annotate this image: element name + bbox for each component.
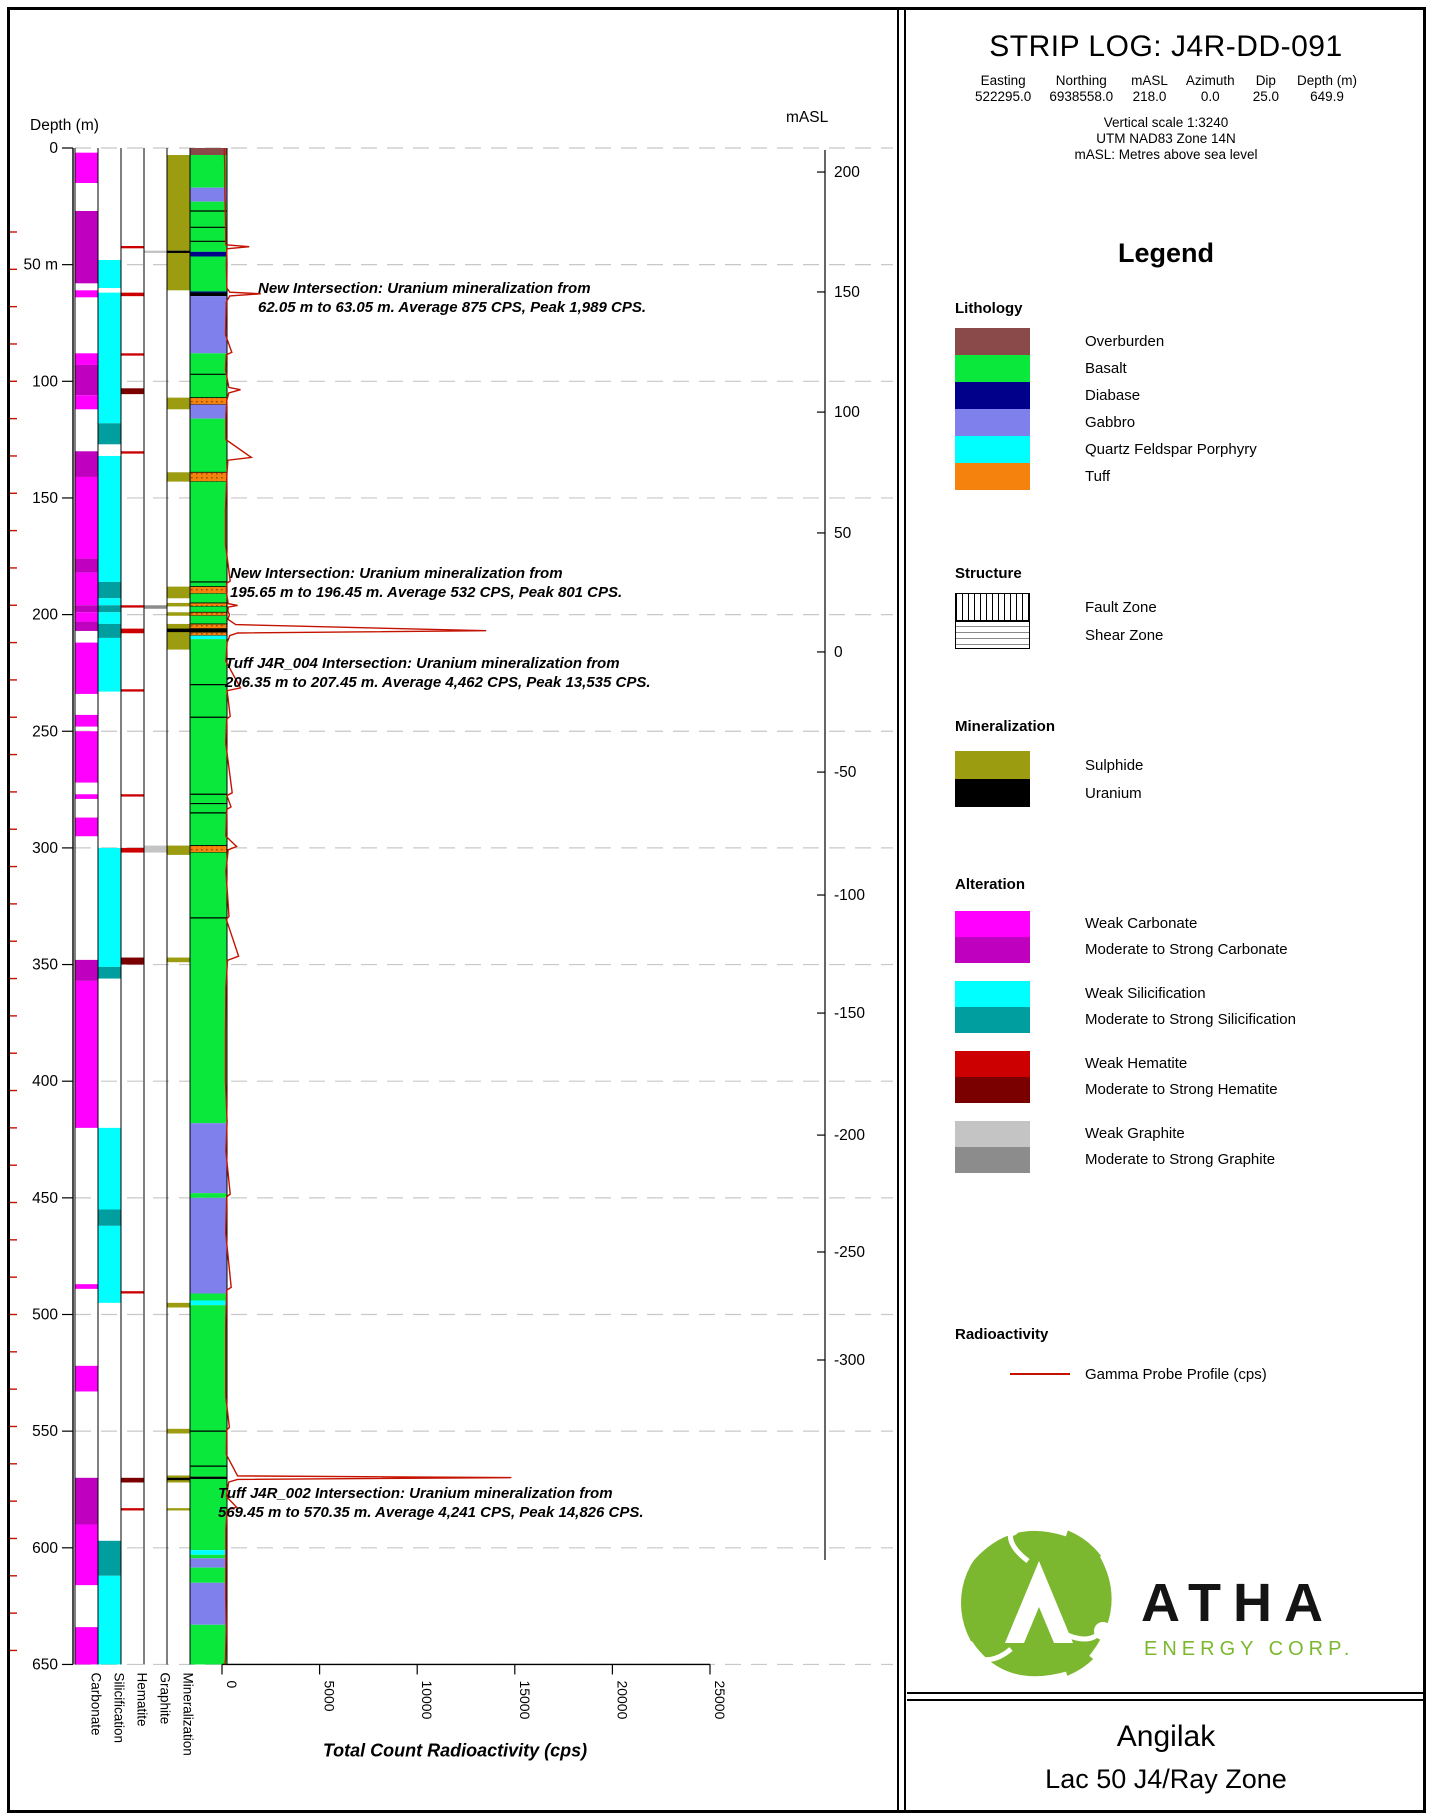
lithology-interval-gabbro [190, 1558, 227, 1567]
gamma-axis-title: Total Count Radioactivity (cps) [322, 1740, 588, 1761]
legend-section-alteration [955, 876, 1296, 1173]
legend-item-label: Moderate to Strong Carbonate [1085, 941, 1288, 958]
graphite-swatch [955, 1121, 1030, 1173]
carbonate-interval [75, 981, 98, 1128]
collar-field [975, 73, 1031, 105]
intersection-annotation: 195.65 m to 196.45 m. Average 532 CPS, Peak 801 CPS. [230, 584, 623, 601]
sulphide-swatch [955, 751, 1030, 779]
depth-tick-label: 350 [32, 956, 58, 974]
legend-item [955, 328, 1257, 355]
page-title: STRIP LOG: J4R-DD-091 [989, 30, 1343, 63]
lithology-interval-basalt [190, 853, 227, 1124]
intersection-annotation: New Intersection: Uranium mineralization from [258, 280, 591, 297]
uranium-swatch [955, 779, 1030, 807]
alteration-labels [1085, 1121, 1275, 1173]
note-datum: UTM NAD83 Zone 14N [1096, 131, 1236, 146]
field-label: Northing [1055, 73, 1107, 88]
legend-item [955, 409, 1257, 436]
gamma-tick-label: 10000 [419, 1680, 436, 1720]
intersection-annotation: New Intersection: Uranium mineralization from [230, 565, 563, 582]
masl-tick-label: 100 [834, 404, 860, 422]
field-value: 6938558.0 [1049, 89, 1114, 104]
sulphide-interval [167, 1429, 190, 1434]
strong-silicification-swatch [955, 1007, 1030, 1033]
graphite-interval [144, 846, 167, 853]
note-masl: mASL: Metres above sea level [1074, 147, 1258, 162]
field-value: 218.0 [1132, 89, 1167, 104]
carbonate-interval [75, 573, 98, 606]
intersection-annotation: 206.35 m to 207.45 m. Average 4,462 CPS, Peak 13,535 CPS. [225, 674, 651, 691]
depth-tick-label: 150 [32, 489, 58, 507]
depth-tick-label: 450 [32, 1189, 58, 1207]
silicification-interval [98, 260, 121, 288]
lithology-interval-basalt [190, 1305, 227, 1476]
alteration-labels [1085, 981, 1296, 1033]
gamma-probe-profile [224, 148, 511, 1665]
legend-item [955, 751, 1143, 779]
depth-tick-label: 650 [32, 1656, 58, 1674]
silicification-interval [98, 582, 121, 598]
silicification-interval [98, 598, 121, 605]
tuff-stipple-overlay [190, 603, 227, 606]
masl-axis-title: mASL [786, 109, 829, 126]
tuff-stipple-overlay [190, 846, 227, 853]
qfp-swatch [955, 436, 1030, 463]
carbonate-interval [75, 1284, 98, 1289]
graphite-interval [144, 251, 167, 253]
lithology-interval-basalt [190, 353, 227, 397]
sulphide-interval [167, 155, 190, 251]
legend-item-label: Tuff [1085, 468, 1111, 485]
lithology-interval-overburden [190, 148, 227, 155]
carbonate-interval [75, 211, 98, 283]
weak-hematite-swatch [955, 1051, 1030, 1077]
field-label: Depth (m) [1296, 73, 1357, 88]
carbonate-interval [75, 622, 98, 631]
strip-column-label: Hematite [134, 1672, 150, 1727]
collar-field [1049, 73, 1113, 105]
legend-section-lithology [955, 300, 1257, 490]
tuff-stipple-overlay [190, 612, 227, 615]
legend-item-label: Moderate to Strong Graphite [1085, 1151, 1276, 1168]
section-heading: Radioactivity [955, 1326, 1049, 1343]
depth-tick-label: 0 [49, 140, 58, 157]
carbonate-interval [75, 643, 98, 694]
carbonate-interval [75, 290, 98, 297]
legend-section-radioactivity [955, 1326, 1267, 1385]
gabbro-swatch [955, 409, 1030, 436]
field-value: 25.0 [1252, 89, 1279, 104]
carbonate-interval [75, 818, 98, 837]
masl-tick-label: -50 [834, 764, 857, 782]
legend-item-label: Uranium [1085, 784, 1142, 802]
silicification-interval [98, 967, 121, 979]
gamma-tick-label: 15000 [516, 1680, 533, 1720]
lithology-interval-gabbro [190, 1123, 227, 1193]
carbonate-interval [75, 559, 98, 573]
strip-column-label: Carbonate [88, 1672, 104, 1736]
hematite-interval [121, 689, 144, 691]
lithology-interval-basalt [190, 256, 227, 291]
collar-field [1131, 73, 1168, 105]
tuff-stipple-overlay [190, 632, 227, 635]
sulphide-interval [167, 958, 190, 963]
masl-tick-label: -100 [834, 887, 866, 905]
field-label: Dip [1255, 73, 1276, 88]
masl-tick-label: -150 [834, 1005, 866, 1023]
silicification-interval [98, 456, 121, 582]
note-scale: Vertical scale 1:3240 [1103, 115, 1229, 130]
intersection-annotation: 62.05 m to 63.05 m. Average 875 CPS, Peak 1,989 CPS. [258, 299, 647, 316]
legend-item [955, 593, 1163, 621]
masl-tick-label: -300 [834, 1351, 866, 1369]
masl-tick-label: 50 [834, 524, 852, 542]
carbonate-interval [75, 605, 98, 612]
hematite-interval [121, 246, 144, 248]
field-value: 0.0 [1200, 89, 1220, 104]
lithology-interval-basalt [190, 606, 227, 612]
carbonate-interval [75, 365, 98, 395]
hematite-swatch [955, 1051, 1030, 1103]
carbonate-interval [75, 153, 98, 183]
lithology-interval-uranium [190, 629, 227, 632]
masl-tick-label: -250 [834, 1243, 866, 1261]
tuff-swatch [955, 463, 1030, 490]
field-value: 649.9 [1310, 89, 1344, 104]
legend-item [955, 355, 1257, 382]
hematite-interval [121, 1478, 144, 1483]
company-logo [907, 1503, 1425, 1688]
legend-item-label: Weak Graphite [1085, 1125, 1185, 1142]
lithology-interval-uranium [190, 293, 227, 296]
gamma-tick-label: 0 [224, 1680, 240, 1689]
hematite-interval [121, 1291, 144, 1293]
silicification-interval [98, 848, 121, 967]
legend-item-label: Quartz Feldspar Porphyry [1085, 441, 1257, 458]
graphite-interval [144, 605, 167, 608]
sulphide-interval [167, 603, 190, 606]
section-heading: Structure [955, 565, 1022, 582]
legend-item-label: Gamma Probe Profile (cps) [1085, 1365, 1267, 1383]
silicification-interval [98, 1128, 121, 1210]
legend-item-label: Weak Carbonate [1085, 915, 1198, 932]
lithology-interval-gabbro [190, 1583, 227, 1625]
footer-divider-line [907, 1692, 1425, 1694]
legend-item-label: Weak Silicification [1085, 985, 1206, 1002]
lithology-interval-diabase [190, 252, 227, 257]
carbonate-interval [75, 715, 98, 727]
sulphide-interval [167, 612, 190, 615]
silicification-interval [98, 1576, 121, 1665]
uranium-interval [167, 1478, 190, 1480]
alteration-labels [1085, 911, 1288, 963]
carbonate-interval [75, 451, 98, 477]
lithology-interval-basalt [190, 1294, 227, 1301]
silicification-interval [98, 638, 121, 692]
gamma-tick-label: 5000 [321, 1680, 338, 1712]
gamma-line-swatch [1010, 1373, 1070, 1375]
logo-swirl-icon [961, 1518, 1117, 1681]
lithology-interval-basalt [190, 155, 227, 188]
tuff-stipple-overlay [190, 624, 227, 629]
logo-wordmark: ATHA [1141, 1573, 1335, 1633]
carbonate-interval [75, 477, 98, 559]
gamma-tick-label: 25000 [712, 1680, 728, 1720]
strong-graphite-swatch [955, 1147, 1030, 1173]
sulphide-interval [167, 846, 190, 855]
sulphide-interval [167, 1303, 190, 1308]
field-label: mASL [1131, 73, 1168, 88]
lithology-interval-gabbro [190, 188, 227, 202]
masl-tick-label: 200 [834, 164, 860, 182]
legend-item-label: Fault Zone [1085, 598, 1157, 616]
depth-tick-label: 550 [32, 1423, 58, 1441]
lithology-interval-basalt [190, 616, 227, 624]
map-notes [907, 115, 1425, 163]
legend-item-label: Overburden [1085, 333, 1165, 350]
collar-fields [907, 73, 1425, 105]
alteration-group-silicification [955, 981, 1296, 1033]
atha-logo-icon [907, 1503, 1425, 1688]
panel-divider-line [897, 8, 899, 1812]
carbonate-interval [75, 960, 98, 981]
footer-divider-line [907, 1699, 1425, 1701]
masl-tick-label: 0 [834, 643, 843, 661]
legend-item-label: Moderate to Strong Hematite [1085, 1081, 1278, 1098]
carbonate-interval [75, 794, 98, 799]
strong-hematite-swatch [955, 1077, 1030, 1103]
legend-item-label: Weak Hematite [1085, 1055, 1188, 1072]
silicification-swatch [955, 981, 1030, 1033]
legend-section-mineralization [955, 718, 1143, 807]
tuff-stipple-overlay [190, 472, 227, 481]
depth-tick-label: 400 [32, 1073, 58, 1091]
lithology-interval-qfp [190, 636, 227, 639]
legend-section-structure [955, 565, 1163, 649]
depth-tick-label: 500 [32, 1306, 58, 1324]
legend-item [955, 1363, 1267, 1385]
silicification-interval [98, 423, 121, 444]
collar-field [1297, 73, 1357, 105]
silicification-interval [98, 1210, 121, 1226]
collar-field [1253, 73, 1279, 105]
uranium-interval [167, 251, 190, 253]
weak-silicification-swatch [955, 981, 1030, 1007]
alteration-labels [1085, 1051, 1278, 1103]
lithology-interval-basalt [190, 594, 227, 603]
intersection-annotation: 569.45 m to 570.35 m. Average 4,241 CPS, Peak 14,826 CPS. [218, 1504, 644, 1521]
silicification-interval [98, 1226, 121, 1303]
hematite-interval [121, 794, 144, 796]
strip-column-label: Graphite [157, 1672, 173, 1725]
lithology-interval-gabbro [190, 1198, 227, 1294]
legend-heading: Legend [1117, 238, 1214, 268]
tuff-stipple-overlay [190, 587, 227, 594]
uranium-interval [167, 629, 190, 632]
sulphide-interval [167, 1508, 190, 1510]
alteration-group-graphite [955, 1121, 1296, 1173]
legend-item [955, 621, 1163, 649]
field-value: 522295.0 [975, 89, 1032, 104]
legend-item [955, 436, 1257, 463]
fault-zone-swatch [955, 593, 1030, 621]
silicification-interval [98, 605, 121, 612]
silicification-interval [98, 612, 121, 624]
lithology-interval-basalt [190, 639, 227, 845]
hematite-interval [121, 388, 144, 394]
lithology-interval-qfp [190, 1550, 227, 1555]
hematite-interval [121, 958, 144, 965]
section-heading: Lithology [955, 300, 1023, 317]
section-heading: Alteration [955, 876, 1026, 893]
carbonate-interval [75, 1366, 98, 1392]
lithology-interval-gabbro [190, 296, 227, 353]
masl-tick-label: -200 [834, 1127, 866, 1145]
lithology-interval-basalt [190, 482, 227, 587]
lithology-interval-gabbro [190, 405, 227, 419]
shear-zone-swatch [955, 621, 1030, 649]
carbonate-interval [75, 353, 98, 365]
hematite-interval [121, 605, 144, 607]
hematite-interval [121, 629, 144, 634]
hematite-interval [121, 353, 144, 355]
carbonate-interval [75, 612, 98, 621]
hematite-interval [121, 451, 144, 453]
footer-project: Angilak [1116, 1720, 1216, 1753]
legend-item-label: Shear Zone [1085, 626, 1164, 644]
intersection-annotation: Tuff J4R_004 Intersection: Uranium mineralization from [225, 655, 620, 672]
depth-tick-label: 200 [32, 606, 58, 624]
legend-item [955, 382, 1257, 409]
depth-tick-label: 600 [32, 1539, 58, 1557]
sulphide-interval [167, 587, 190, 599]
gamma-tick-label: 20000 [614, 1680, 631, 1720]
hematite-interval [121, 1508, 144, 1510]
panel-divider-line [904, 8, 906, 1812]
section-heading: Mineralization [955, 718, 1056, 735]
lithology-interval-basalt [190, 419, 227, 473]
depth-tick-label: 50 m [23, 256, 58, 274]
lithology-interval-basalt [190, 1193, 227, 1198]
field-label: Easting [980, 73, 1026, 88]
carbonate-interval [75, 1627, 98, 1664]
depth-tick-label: 250 [32, 723, 58, 741]
strong-carbonate-swatch [955, 937, 1030, 963]
hematite-interval [121, 848, 144, 853]
alteration-group-carbonate [955, 911, 1296, 963]
weak-graphite-swatch [955, 1121, 1030, 1147]
sulphide-interval [167, 472, 190, 481]
legend-item-label: Basalt [1085, 360, 1127, 377]
legend-item-label: Gabbro [1085, 414, 1136, 431]
footer-zone: Lac 50 J4/Ray Zone [1045, 1764, 1287, 1794]
intersection-annotation: Tuff J4R_002 Intersection: Uranium mineralization from [218, 1485, 613, 1502]
carbonate-interval [75, 395, 98, 409]
tuff-stipple-overlay [190, 398, 227, 405]
diabase-swatch [955, 382, 1030, 409]
overburden-swatch [955, 328, 1030, 355]
legend-item-label: Diabase [1085, 387, 1141, 404]
lithology-interval-basalt [190, 1625, 227, 1665]
weak-carbonate-swatch [955, 911, 1030, 937]
depth-tick-label: 300 [32, 839, 58, 857]
field-label: Azimuth [1185, 73, 1235, 88]
legend-item [955, 779, 1143, 807]
basalt-swatch [955, 355, 1030, 382]
lithology-interval-uranium [190, 1477, 227, 1479]
sulphide-interval [167, 253, 190, 290]
legend-item-label: Moderate to Strong Silicification [1085, 1011, 1296, 1028]
depth-axis-title: Depth (m) [30, 117, 99, 134]
lithology-interval-basalt [190, 1568, 227, 1583]
strip-column-label: Mineralization [180, 1672, 196, 1756]
depth-tick-label: 100 [32, 373, 58, 391]
legend-item-label: Sulphide [1085, 756, 1144, 774]
info-panel [907, 8, 1425, 1812]
sulphide-interval [167, 624, 190, 650]
lithology-interval-qfp [190, 1301, 227, 1306]
hematite-interval [121, 293, 144, 296]
silicification-interval [98, 293, 121, 424]
lithology-interval-basalt [190, 1555, 227, 1558]
carbonate-interval [75, 1478, 98, 1525]
logo-tagline: ENERGY CORP. [1144, 1638, 1355, 1660]
legend-item [955, 463, 1257, 490]
sulphide-interval [167, 398, 190, 410]
strip-column-label: Silicification [111, 1672, 127, 1743]
silicification-interval [98, 624, 121, 638]
collar-field [1186, 73, 1235, 105]
silicification-interval [98, 1541, 121, 1576]
carbonate-swatch [955, 911, 1030, 963]
carbonate-interval [75, 1524, 98, 1585]
masl-tick-label: 150 [834, 283, 860, 301]
carbonate-interval [75, 731, 98, 782]
alteration-group-hematite [955, 1051, 1296, 1103]
